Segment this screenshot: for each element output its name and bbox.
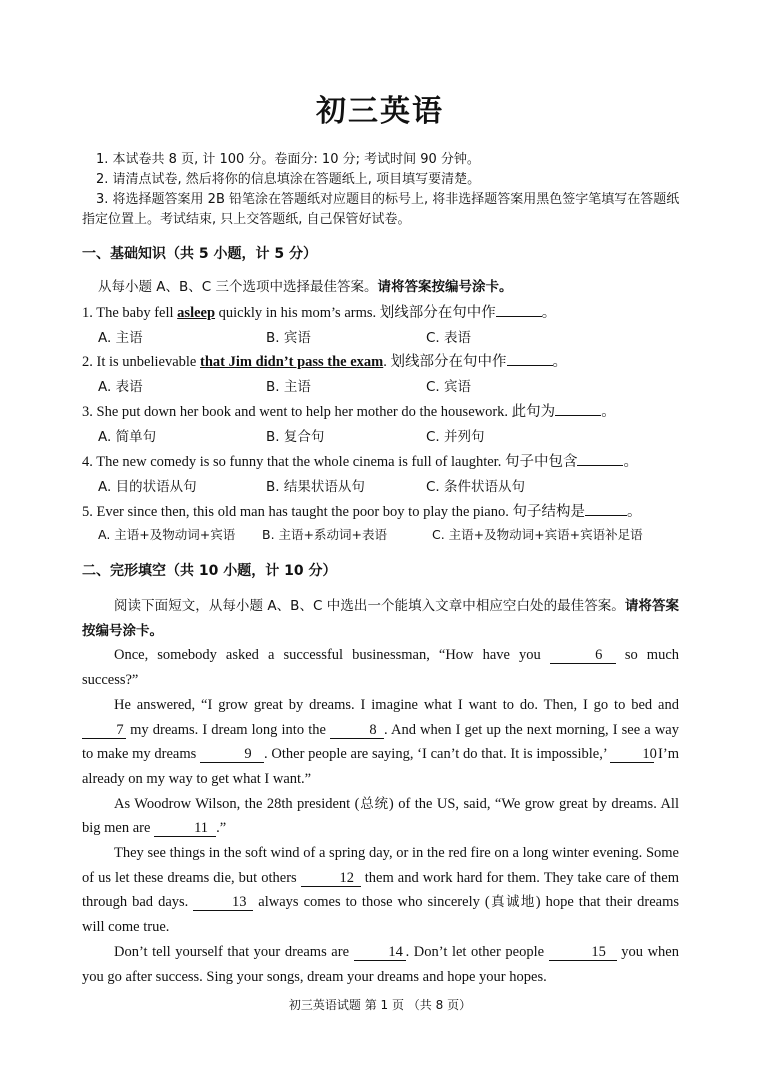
blank-15[interactable]: 15 xyxy=(549,944,617,961)
blank-13[interactable]: 13 xyxy=(193,894,253,911)
blank-6[interactable]: 6 xyxy=(550,647,616,664)
option-a[interactable]: A. 主语 xyxy=(98,330,143,346)
instruction-bold: 请将答案按编号涂卡。 xyxy=(377,279,513,295)
answer-blank[interactable] xyxy=(555,415,601,416)
blank-8[interactable]: 8 xyxy=(330,722,384,739)
text: I’m already on my way to get what I want.” xyxy=(82,746,679,787)
text: you when you go after success. Sing your songs, dream your dreams and hope your hopes. xyxy=(82,943,679,985)
text: them and work hard for them. They take care of them through bad days. xyxy=(82,869,679,911)
question-4-options xyxy=(98,475,525,495)
answer-blank[interactable] xyxy=(577,465,623,466)
question-1-options xyxy=(98,326,471,346)
paragraph-4 xyxy=(82,841,679,940)
underlined-part: asleep xyxy=(177,305,216,321)
section-2-heading: 二、完形填空（共 10 小题，计 10 分） xyxy=(82,563,337,579)
text: They see things in the soft wind of a spring day, or in the red fire on a long winter evening. Some of us let these dreams die, but others xyxy=(82,845,679,886)
option-c[interactable]: C. 条件状语从句 xyxy=(426,479,526,495)
option-a[interactable]: A. 表语 xyxy=(98,379,143,395)
question-text: . 划线部分在句中作 xyxy=(383,354,507,370)
gloss: 真诚地 xyxy=(489,894,536,911)
text: . Other people are saying, ‘I can’t do that. It is impossible,’ xyxy=(264,746,611,763)
note-3: 3. 将选择题答案用 2B 铅笔涂在答题纸对应题目的标号上, 将非选择题答案用黑色签字笔填写在答题纸指定位置上。考试结束, 只上交答题纸, 自己保管好试卷。 xyxy=(82,192,680,227)
option-b[interactable]: B. 结果状语从句 xyxy=(266,479,365,495)
question-text: 2. It is unbelievable xyxy=(82,354,200,370)
option-b[interactable]: B. 宾语 xyxy=(266,330,311,346)
blank-7[interactable]: 7 xyxy=(82,722,126,739)
option-c[interactable]: C. 宾语 xyxy=(426,379,472,395)
question-end: 。 xyxy=(626,504,642,520)
exam-notes xyxy=(82,150,682,230)
blank-11[interactable]: 11 xyxy=(154,820,216,837)
text: Don’t tell yourself that your dreams are xyxy=(114,943,354,960)
option-b[interactable]: B. 主语+系动词+表语 xyxy=(262,527,387,542)
answer-blank[interactable] xyxy=(585,515,627,516)
text: . And when I get up the next morning, I see a way to make my dreams xyxy=(82,721,679,763)
page-footer: 初三英语试题 第 1 页 （共 8 页） xyxy=(288,998,472,1012)
option-b[interactable]: B. 主语 xyxy=(266,379,311,395)
instruction-bold: 请将答案按编号涂卡。 xyxy=(82,598,680,639)
option-a[interactable]: A. 主语+及物动词+宾语 xyxy=(98,527,236,542)
question-2 xyxy=(82,350,682,371)
option-c[interactable]: C. 主语+及物动词+宾语+宾语补足语 xyxy=(432,527,643,542)
answer-blank[interactable] xyxy=(496,316,542,317)
option-b[interactable]: B. 复合句 xyxy=(266,429,325,445)
question-5-options xyxy=(98,525,643,543)
text: ) hope that their dreams will come true. xyxy=(82,894,679,936)
blank-12[interactable]: 12 xyxy=(301,870,361,887)
blank-9[interactable]: 9 xyxy=(200,746,264,763)
section-1-heading: 一、基础知识（共 5 小题，计 5 分） xyxy=(82,246,317,262)
blank-10[interactable]: 10 xyxy=(610,746,654,763)
option-c[interactable]: C. 并列句 xyxy=(426,429,485,445)
page-title: 初三英语 xyxy=(316,94,444,129)
question-5 xyxy=(82,500,682,521)
text: ) of the US, said, “We grow great by dreams. All big men are xyxy=(82,795,679,837)
text: so much success?” xyxy=(82,647,680,689)
question-end: 。 xyxy=(601,404,616,420)
text: He answered, “I grow great by dreams. I imagine what I want to do. Then, I go to bed and xyxy=(114,696,679,713)
answer-blank[interactable] xyxy=(507,365,553,366)
text: Once, somebody asked a successful businessman, “How have you xyxy=(114,647,550,664)
note-2: 2. 请清点试卷, 然后将你的信息填涂在答题纸上, 项目填写要清楚。 xyxy=(96,172,481,187)
instruction-text: 从每小题 A、B、C 三个选项中选择最佳答案。 xyxy=(98,279,378,295)
question-end: 。 xyxy=(541,305,557,321)
option-c[interactable]: C. 表语 xyxy=(426,330,472,346)
question-4 xyxy=(82,450,682,471)
question-2-options xyxy=(98,375,471,395)
paragraph-1 xyxy=(82,643,679,692)
option-a[interactable]: A. 简单句 xyxy=(98,429,157,445)
text: .” xyxy=(216,820,227,837)
note-1: 1. 本试卷共 8 页, 计 100 分。卷面分: 10 分; 考试时间 90 分钟。 xyxy=(96,152,480,167)
section-2-instruction xyxy=(82,594,679,643)
option-a[interactable]: A. 目的状语从句 xyxy=(98,479,197,495)
underlined-part: that Jim didn’t pass the exam xyxy=(199,354,384,370)
question-text: 1. The baby fell xyxy=(82,305,178,321)
text: . Don’t let other people xyxy=(405,943,549,960)
question-text: 3. She put down her book and went to help her mother do the housework. 此句为 xyxy=(82,404,556,420)
blank-14[interactable]: 14 xyxy=(354,944,406,961)
paragraph-3 xyxy=(82,792,679,841)
text: always comes to those who sincerely ( xyxy=(253,894,490,911)
question-end: 。 xyxy=(623,454,638,470)
question-3-options xyxy=(98,425,485,445)
text: my dreams. I dream long into the xyxy=(126,721,331,738)
instruction-text: 阅读下面短文，从每小题 A、B、C 中选出一个能填入文章中相应空白处的最佳答案。 xyxy=(114,598,625,614)
question-3 xyxy=(82,400,682,421)
gloss: 总统 xyxy=(359,795,389,812)
paragraph-5 xyxy=(82,940,679,989)
question-text: quickly in his mom’s arms. 划线部分在句中作 xyxy=(215,305,496,321)
question-text: 4. The new comedy is so funny that the whole cinema is full of laughter. 句子中包含 xyxy=(82,454,578,470)
question-end: 。 xyxy=(552,354,568,370)
cloze-passage xyxy=(82,594,679,989)
paragraph-2 xyxy=(82,693,679,792)
text: As Woodrow Wilson, the 28th president ( xyxy=(114,795,360,812)
question-1 xyxy=(82,301,682,322)
question-text: 5. Ever since then, this old man has taught the poor boy to play the piano. 句子结构是 xyxy=(82,504,585,520)
section-1-instruction xyxy=(98,275,698,295)
